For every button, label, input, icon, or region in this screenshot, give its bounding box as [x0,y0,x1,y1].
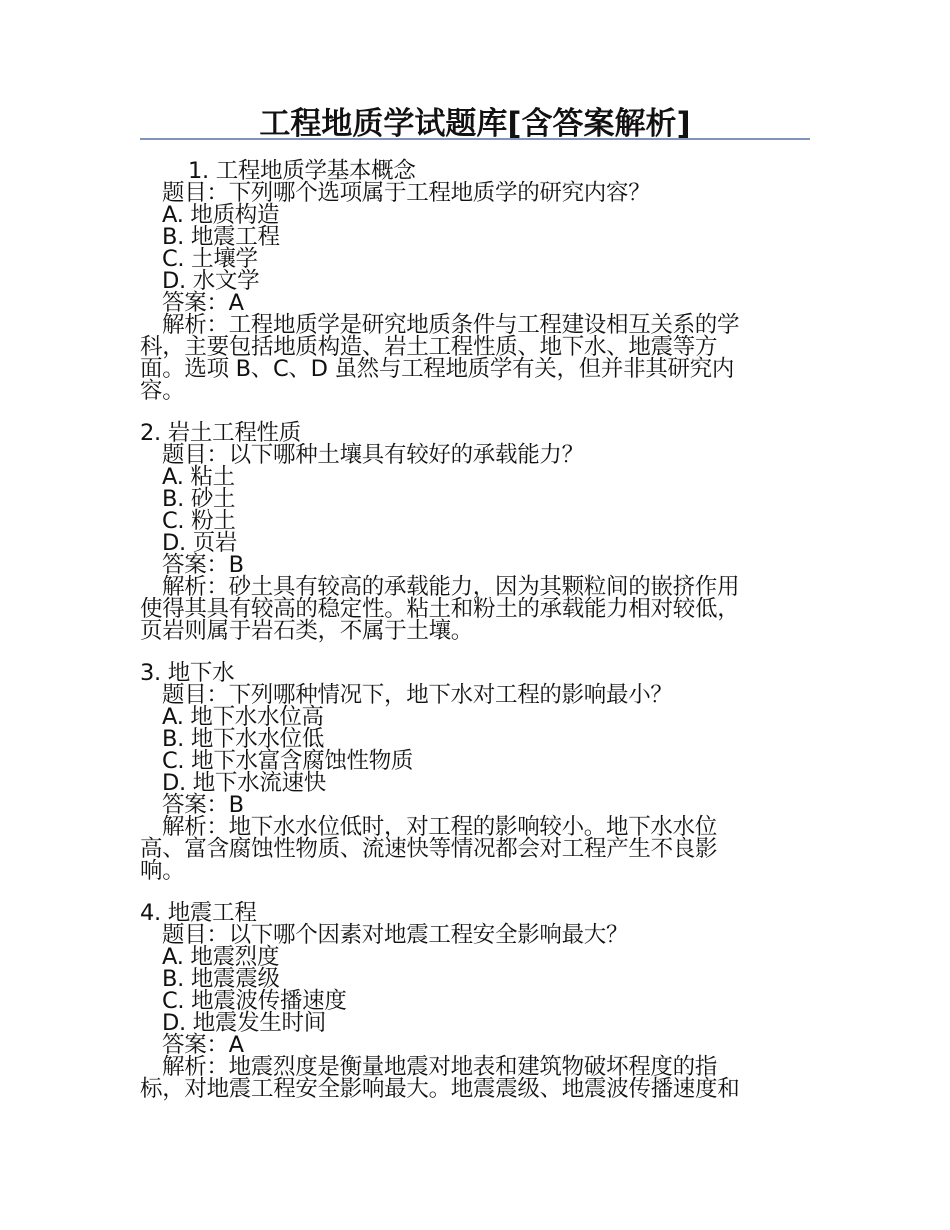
question-stem: 题目：以下哪种土壤具有较好的承载能力？ [162,442,584,468]
question-heading: 2. 岩土工程性质 [140,420,301,446]
option-d: D. 地震发生时间 [162,1010,326,1036]
question-block-4 [140,902,812,1100]
explanation-line: 使得其具有较高的稳定性。粘土和粉土的承载能力相对较低， [140,596,740,622]
document-body [140,160,812,1100]
option-c: C. 地震波传播速度 [162,988,347,1014]
option-a: A. 地震烈度 [162,944,280,970]
answer-line: 答案：A [162,1032,244,1058]
explanation-line: 解析：地震烈度是衡量地震对地表和建筑物破坏程度的指 [162,1054,718,1080]
question-block-3 [140,662,812,882]
option-b: B. 地下水水位低 [162,726,325,752]
option-d: D. 水文学 [162,268,260,294]
question-heading: 4. 地震工程 [140,900,257,926]
explanation-line: 页岩则属于岩石类，不属于土壤。 [140,618,474,644]
paragraph-gap [140,402,812,422]
option-a: A. 地质构造 [162,202,280,228]
answer-line: 答案：B [162,552,244,578]
option-d: D. 页岩 [162,530,238,556]
option-a: A. 地下水水位高 [162,704,324,730]
paragraph-gap [140,882,812,902]
question-block-1 [140,160,812,402]
option-d: D. 地下水流速快 [162,770,326,796]
explanation-line: 高、富含腐蚀性物质、流速快等情况都会对工程产生不良影 [140,836,718,862]
option-b: B. 地震工程 [162,224,280,250]
explanation-line: 科，主要包括地质构造、岩土工程性质、地下水、地震等方 [140,334,718,360]
answer-line: 答案：A [162,290,244,316]
explanation-line: 面。选项 B、C、D 虽然与工程地质学有关，但并非其研究内 [140,356,735,382]
question-stem: 题目：以下哪个因素对地震工程安全影响最大？ [162,922,629,948]
explanation-line: 解析：地下水水位低时，对工程的影响较小。地下水水位 [162,814,718,840]
explanation-line: 解析：工程地质学是研究地质条件与工程建设相互关系的学 [162,312,740,338]
option-a: A. 粘土 [162,464,235,490]
question-heading: 1. 工程地质学基本概念 [188,158,416,184]
option-c: C. 土壤学 [162,246,258,272]
title-underline [140,138,810,140]
option-b: B. 地震震级 [162,966,280,992]
option-c: C. 地下水富含腐蚀性物质 [162,748,414,774]
document-title: 工程地质学试题库[含答案解析] [259,106,691,142]
option-b: B. 砂土 [162,486,236,512]
question-heading: 3. 地下水 [140,660,235,686]
question-block-2 [140,422,812,642]
question-stem: 题目：下列哪个选项属于工程地质学的研究内容？ [162,180,651,206]
question-stem: 题目：下列哪种情况下，地下水对工程的影响最小？ [162,682,673,708]
explanation-line: 响。 [140,858,185,884]
paragraph-gap [140,642,812,662]
option-c: C. 粉土 [162,508,236,534]
explanation-line: 标，对地震工程安全影响最大。地震震级、地震波传播速度和 [140,1076,740,1102]
explanation-line: 解析：砂土具有较高的承载能力，因为其颗粒间的嵌挤作用 [162,574,740,600]
explanation-line: 容。 [140,378,185,404]
answer-line: 答案：B [162,792,244,818]
